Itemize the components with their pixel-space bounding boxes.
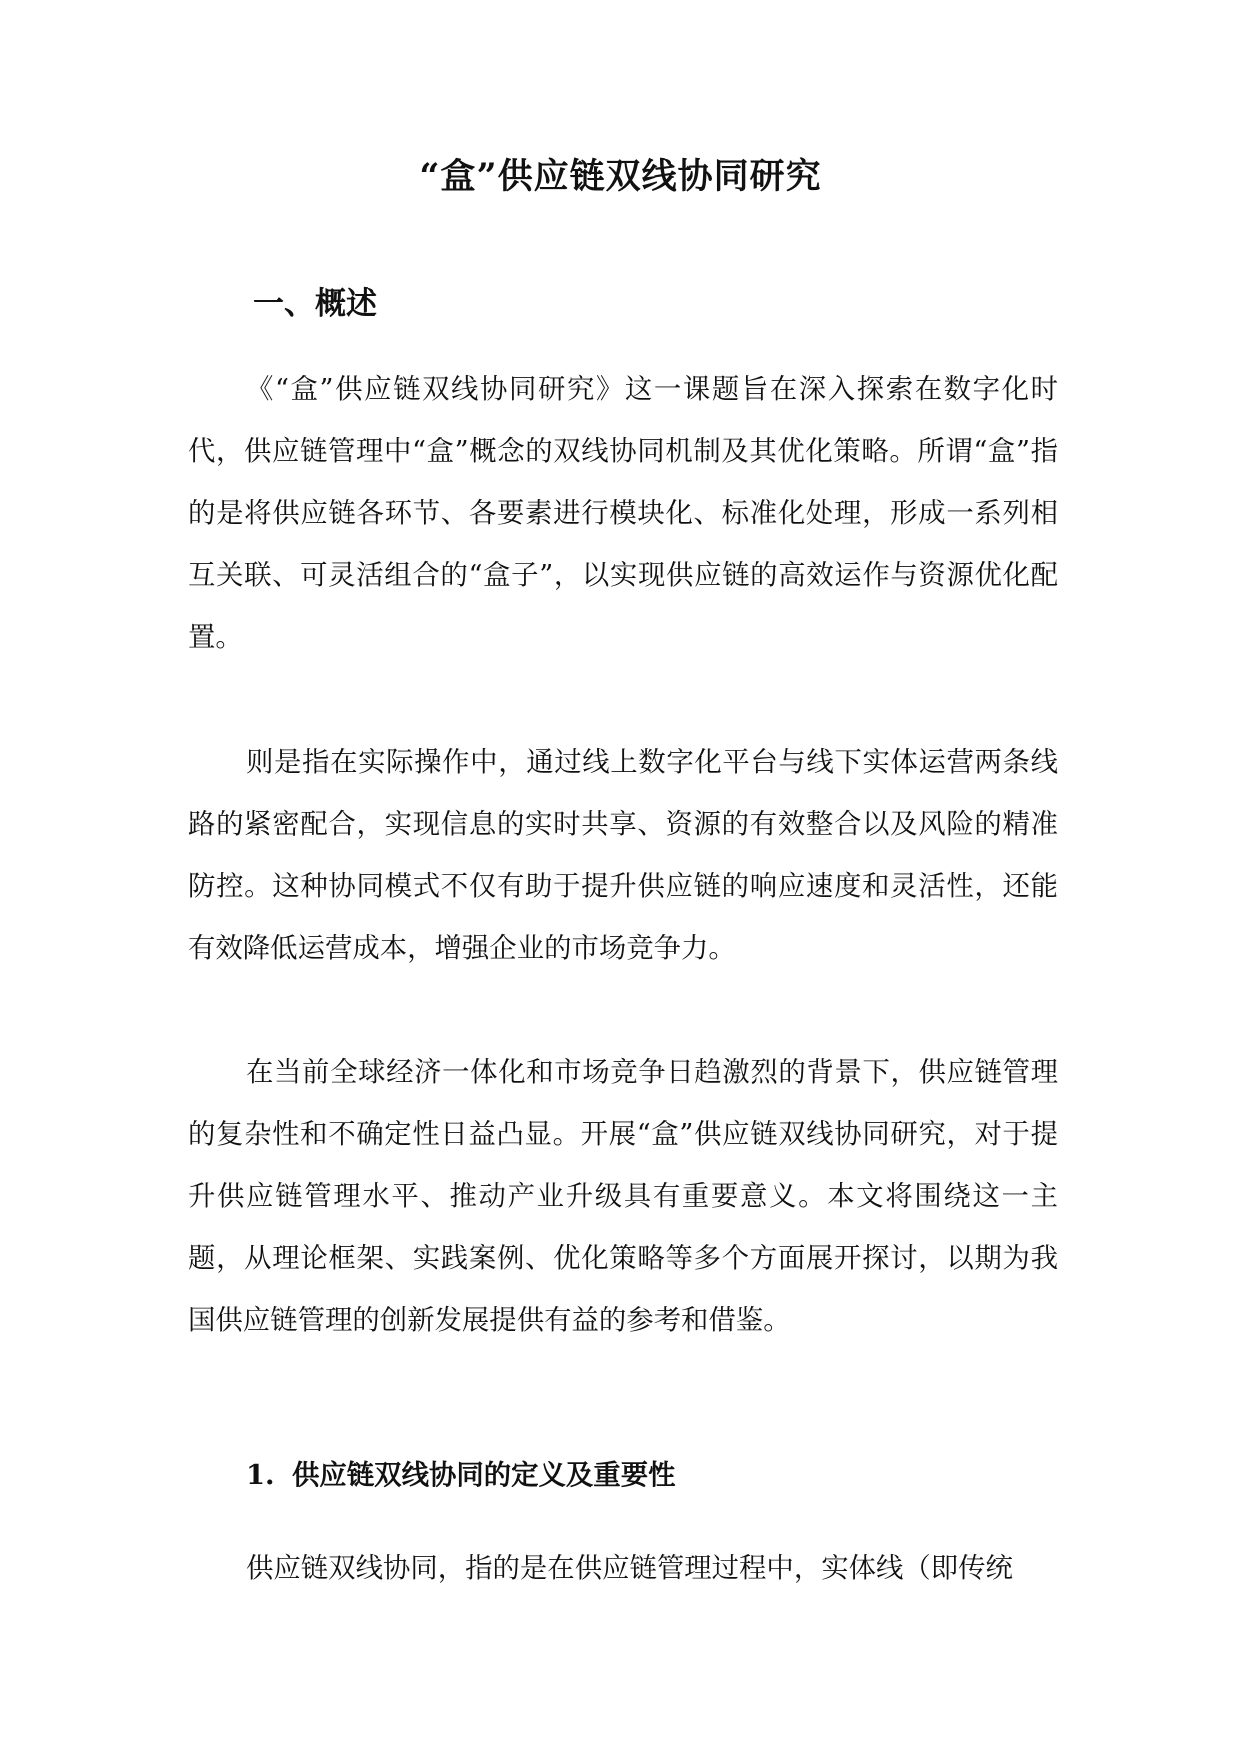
subsection-title: 供应链双线协同的定义及重要性	[292, 1459, 676, 1491]
paragraph-background: 在当前全球经济一体化和市场竞争日趋激烈的背景下，供应链管理的复杂性和不确定性日益凸显。开展“盒”供应链双线协同研究，对于提升供应链管理水平、推动产业升级具有重要意义。本文将围绕这一主题，从理论框架、实践案例、优化策略等多个方面展开探讨，以期为我国供应链管理的创新发展提供有益的参考和借鉴。	[188, 1057, 1058, 1336]
paragraph-dual-line: 则是指在实际操作中，通过线上数字化平台与线下实体运营两条线路的紧密配合，实现信息的实时共享、资源的有效整合以及风险的精准防控。这种协同模式不仅有助于提升供应链的响应速度和灵活性，还能有效降低运营成本，增强企业的市场竞争力。	[188, 747, 1058, 964]
paragraph-definition: 供应链双线协同，指的是在供应链管理过程中，实体线（即传统	[246, 1553, 1013, 1584]
paragraph-intro: 《“盒”供应链双线协同研究》这一课题旨在深入探索在数字化时代，供应链管理中“盒”概念的双线协同机制及其优化策略。所谓“盒”指的是将供应链各环节、各要素进行模块化、标准化处理，形成一系列相互关联、可灵活组合的“盒子”，以实现供应链的高效运作与资源优化配置。	[188, 374, 1058, 653]
subsection-heading	[246, 1453, 675, 1497]
section-heading-overview: 一、概述	[253, 286, 377, 322]
subsection-number: 1.	[246, 1459, 275, 1491]
document-title: “盒”供应链双线协同研究	[419, 156, 822, 197]
